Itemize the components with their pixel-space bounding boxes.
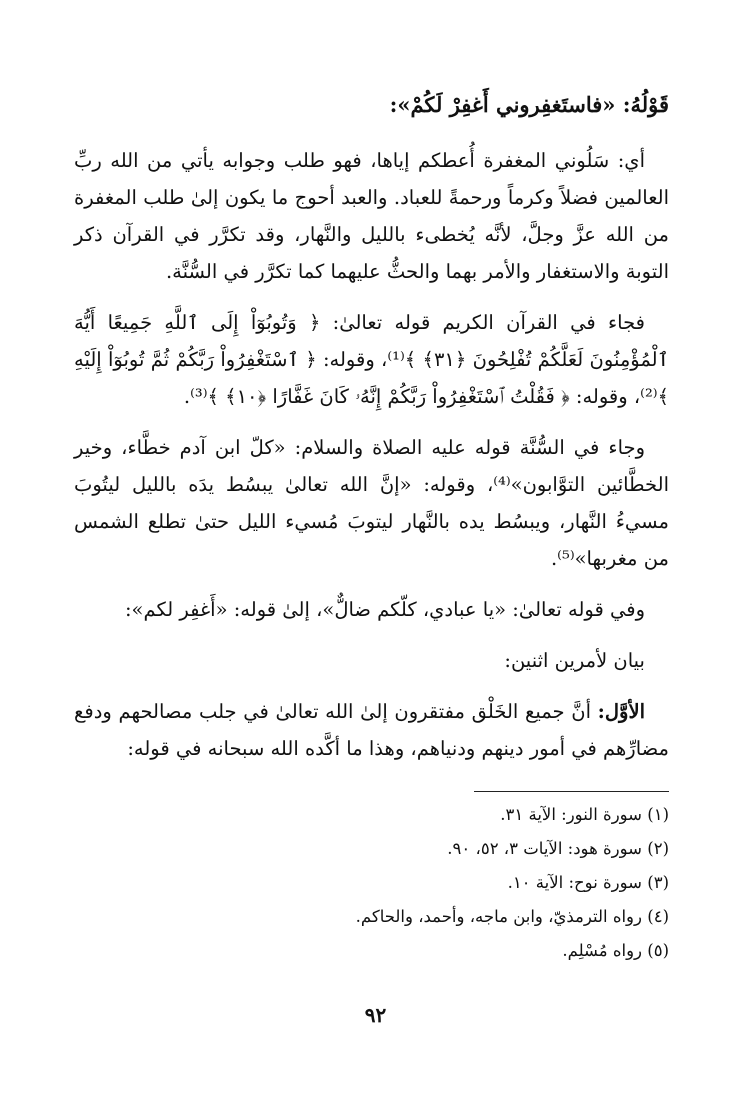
paragraph-first-point [74,693,669,767]
paragraph-quran-verses: فجاء في القرآن الكريم قوله تعالىٰ: ﴿ وَتُوبُوٓاْ إِلَى ٱللَّهِ جَمِيعًا أَيُّهَ ٱلْمُؤْمِنُونَ لَعَلَّكُمْ تُفْلِحُونَ ﴿٣١﴾ ﴾⁽¹⁾، وقوله: ﴿ ٱسْتَغْفِرُواْ رَبَّكُمْ ثُمَّ تُوبُوٓاْ إِلَيْهِ ﴾⁽²⁾، وقوله: ﴿ فَقُلْتُ ٱسْتَغْفِرُواْ رَبَّكُمْ إِنَّهُۥ كَانَ غَفَّارًا ﴿١٠﴾ ﴾⁽³⁾. [74,311,669,408]
footnotes [74,798,669,968]
footnote-5: (٥) رواه مُسْلِم. [562,941,669,960]
first-point-text: أنَّ جميع الخَلْق مفتقرون إلىٰ الله تعالىٰ في جلب مصالحهم ودفع مضارِّهم في أمور دينهم ودنياهم، وهذا ما أكَّده الله سبحانه في قوله: [74,700,669,760]
footnote-4: (٤) رواه الترمذيّ، وابن ماجه، وأحمد، والحاكم. [355,907,669,926]
paragraph-sunnah-hadith: وجاء في السُّنَّة قوله عليه الصلاة والسلام: «كلّ ابن آدم خطَّاء، وخير الخطَّائين التوَّابون»⁽⁴⁾، وقوله: «إنَّ الله تعالىٰ يبسُط يدَه بالليل ليتُوبَ مسيءُ النَّهار، ويبسُط يده بالنَّهار ليتوبَ مُسيء الليل حتىٰ تطلع الشمس من مغربها»⁽⁵⁾. [74,436,670,570]
paragraph-intro: بيان لأمرين اثنين: [504,649,645,672]
first-point-label: الأوَّل: [597,700,645,723]
footnote-3: (٣) سورة نوح: الآية ١٠. [507,873,669,892]
footnote-1: (١) سورة النور: الآية ٣١. [500,805,669,824]
section-heading: قَوْلُهُ: «فاستَغفِروني أَغفِرْ لَكُمْ»: [389,92,669,117]
footnote-2: (٢) سورة هود: الآيات ٣، ٥٢، ٩٠. [447,839,669,858]
paragraph-explanation: أي: سَلُوني المغفرة أُعطكم إياها، فهو طلب وجوابه يأتي من الله ربِّ العالمين فضلاً وكرماً ورحمةً للعباد. والعبد أحوج ما يكون إلىٰ طلب المغفرة من الله عزَّ وجلَّ، لأنَّه يُخطىء بالليل والنَّهار، وقد تكرَّر في القرآن ذكر التوبة والاستغفار والأمر بهما والحثُّ عليهما كما تكرَّر في السُّنَّة. [74,149,669,283]
footnote-divider [474,791,669,792]
page-number: ٩٢ [364,1003,387,1027]
paragraph-quote: وفي قوله تعالىٰ: «يا عبادي، كلّكم ضالٌّ»، إلىٰ قوله: «أَغفِر لكم»: [124,598,645,621]
